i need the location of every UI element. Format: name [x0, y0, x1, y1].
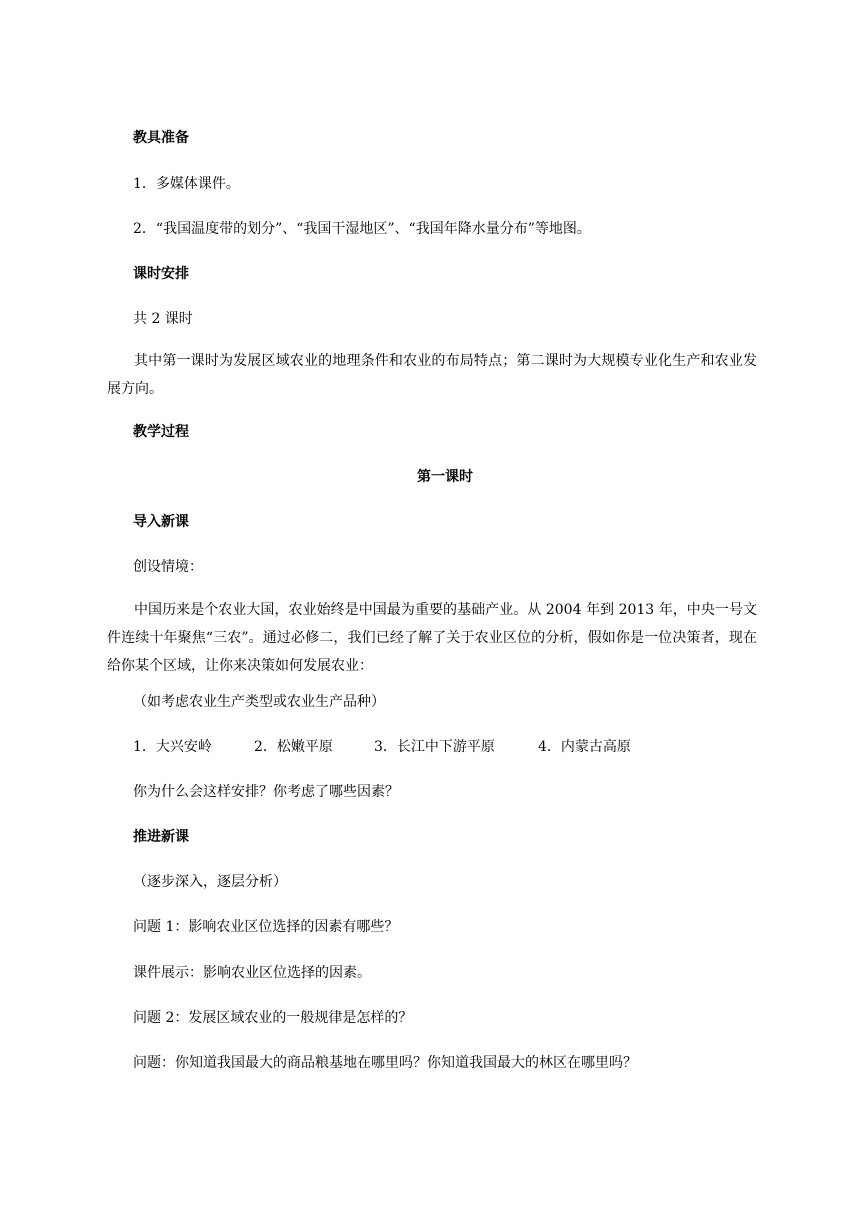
- regions-list: [133, 738, 631, 756]
- question-2: 问题 2：发展区域农业的一般规律是怎样的？: [133, 1010, 413, 1026]
- tool-item-1: 1．多媒体课件。: [133, 176, 240, 192]
- teaching-tools-heading: 教具准备: [133, 130, 189, 146]
- intro-heading: 导入新课: [133, 514, 189, 530]
- courseware-show: 课件展示：影响农业区位选择的因素。: [133, 965, 371, 981]
- region-item: 3．长江中下游平原: [374, 739, 495, 755]
- lesson-one-title: 第一课时: [417, 469, 473, 485]
- schedule-detail: 其中第一课时为发展区域农业的地理条件和农业的布局特点；第二课时为大规模专业化生产和农业发展方向。: [107, 353, 757, 397]
- region-item: 2．松嫩平原: [254, 739, 333, 755]
- why-question: 你为什么会这样安排？你考虑了哪些因素？: [133, 784, 399, 800]
- schedule-heading: 课时安排: [133, 266, 189, 282]
- question-1: 问题 1：影响农业区位选择的因素有哪些？: [133, 919, 399, 935]
- region-item: 4．内蒙古高原: [538, 739, 631, 755]
- scenario-text: 中国历来是个农业大国，农业始终是中国最为重要的基础产业。从 2004 年到 2013 年，中央一号文件连续十年聚焦“三农”。通过必修二，我们已经了解了关于农业区位的分析，假如你是一位决策者，现在给你某个区域，让你来决策如何发展农业：: [107, 602, 757, 674]
- region-item: 1．大兴安岭: [133, 739, 212, 755]
- tool-item-2: 2．“我国温度带的划分”、“我国干湿地区”、“我国年降水量分布”等地图。: [133, 221, 591, 237]
- scenario-label: 创设情境：: [133, 559, 203, 575]
- advance-heading: 推进新课: [133, 829, 189, 845]
- advance-note: （逐步深入，逐层分析）: [133, 874, 287, 890]
- process-heading: 教学过程: [133, 424, 189, 440]
- question-3: 问题：你知道我国最大的商品粮基地在哪里吗？你知道我国最大的林区在哪里吗？: [133, 1055, 637, 1071]
- consider-note: （如考虑农业生产类型或农业生产品种）: [133, 694, 385, 710]
- schedule-total: 共 2 课时: [133, 311, 193, 327]
